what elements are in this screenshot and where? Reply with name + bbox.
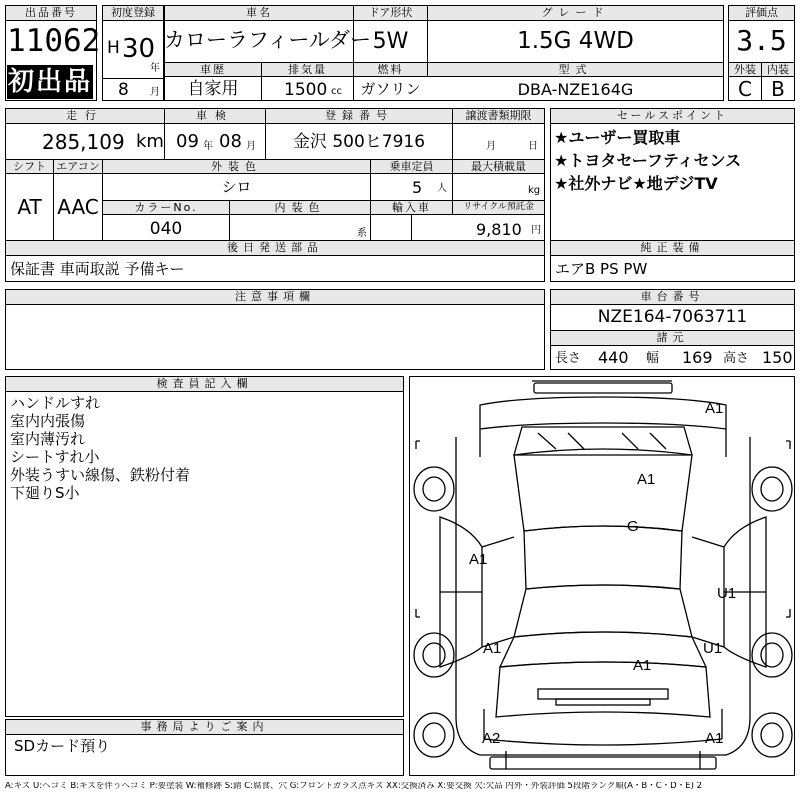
grade: 1.5G 4WD xyxy=(517,28,634,54)
damage-left-front-door: A1 xyxy=(469,551,488,568)
displacement-value: 1500 xyxy=(284,80,328,100)
length-label: 長さ xyxy=(555,351,582,366)
inspection-year-unit: 年 xyxy=(203,141,213,152)
specs-label: 諸元 xyxy=(550,330,795,346)
interior-color-label: 内装色 xyxy=(229,200,371,215)
length-value: 440 xyxy=(598,348,629,367)
genuine-equipment-value: エアB PS PW xyxy=(555,260,648,278)
score-label: 評価点 xyxy=(728,5,795,21)
inspector-notes-label: 検査員記入欄 xyxy=(5,376,404,392)
notes-label: 注意事項欄 xyxy=(5,289,545,305)
plate-value: 金沢 500ヒ7916 xyxy=(292,132,426,152)
sales-point: ★ユーザー買取車 xyxy=(554,128,681,147)
interior-color-unit: 系 xyxy=(357,228,367,239)
registration-year: 30 xyxy=(122,34,156,64)
damage-hood: A1 xyxy=(633,657,652,674)
inspector-note: シートすれ小 xyxy=(10,448,100,466)
mileage-unit: km xyxy=(136,131,164,152)
max-load-unit: kg xyxy=(528,185,541,196)
score-value: 3.5 xyxy=(736,24,787,57)
capacity-unit: 人 xyxy=(437,183,447,194)
damage-left-front-fender: A1 xyxy=(483,640,502,657)
office-notes-label: 事務局よりご案内 xyxy=(5,719,404,735)
model-label: 型式 xyxy=(427,62,724,77)
damage-glass: G xyxy=(627,518,639,535)
later-parts-label: 後日発送部品 xyxy=(5,240,545,256)
aircon-value: AAC xyxy=(57,195,99,219)
lot-number-label: 出品番号 xyxy=(5,5,97,21)
exterior-score-label: 外装 xyxy=(728,62,762,77)
exterior-color: シロ xyxy=(221,178,252,196)
damage-front-bumper-right: A1 xyxy=(705,730,724,747)
interior-score: B xyxy=(771,77,785,101)
exterior-color-label: 外装色 xyxy=(102,159,371,174)
transfer-month-unit: 月 xyxy=(486,141,496,152)
car-diagram xyxy=(410,377,795,776)
height-value: 150 xyxy=(762,348,793,367)
inspector-note: 下廻りS小 xyxy=(10,484,80,502)
recycle-unit: 円 xyxy=(531,225,541,236)
registration-year-unit: 年 xyxy=(150,63,160,74)
damage-roof: A1 xyxy=(637,471,656,488)
genuine-equipment-label: 純正装備 xyxy=(550,240,795,256)
sales-point: ★社外ナビ★地デジTV xyxy=(554,174,718,193)
first-listing-badge: 初出品 xyxy=(7,67,92,97)
history-value: 自家用 xyxy=(187,79,239,99)
inspector-note: 外装うすい線傷、鉄粉付着 xyxy=(10,466,191,484)
fuel-label: 燃料 xyxy=(353,62,428,77)
interior-score-label: 内装 xyxy=(761,62,795,77)
history-label: 車歴 xyxy=(164,62,262,77)
transfer-deadline-label: 譲渡書類期限 xyxy=(452,108,545,124)
inspector-note: ハンドルすれ xyxy=(10,394,101,412)
first-registration-label: 初度登録 xyxy=(102,5,164,21)
capacity-value: 5 xyxy=(412,178,423,197)
car-name: カローラフィールダー xyxy=(164,28,372,52)
grade-label: グレード xyxy=(427,5,724,21)
inspection-month-unit: 月 xyxy=(246,141,256,152)
door-label: ドア形状 xyxy=(353,5,428,21)
inspection-month: 08 xyxy=(219,131,242,152)
capacity-label: 乗車定員 xyxy=(370,159,453,174)
chassis-label: 車台番号 xyxy=(550,289,795,305)
fuel-value: ガソリン xyxy=(360,80,421,98)
width-value: 169 xyxy=(682,348,713,367)
transfer-day-unit: 日 xyxy=(528,141,538,152)
sales-point: ★トヨタセーフティセンス xyxy=(554,151,742,170)
shift-label: シフト xyxy=(5,159,54,174)
damage-right-front-fender: U1 xyxy=(703,640,723,657)
aircon-label: エアコン xyxy=(53,159,103,174)
damage-rear-bumper: A1 xyxy=(705,400,724,417)
recycle-label: リサイクル預託金 xyxy=(452,200,545,215)
max-load-label: 最大積載量 xyxy=(452,159,545,174)
damage-right-rear-door: U1 xyxy=(717,585,737,602)
sales-points-label: セールスポイント xyxy=(550,108,795,124)
car-name-label: 車名 xyxy=(164,5,354,21)
mileage-label: 走行 xyxy=(5,108,165,124)
color-number-label: カラーNo. xyxy=(102,200,230,215)
model-value: DBA-NZE164G xyxy=(517,80,634,99)
door-type: 5W xyxy=(372,29,409,54)
car-diagram-box xyxy=(409,376,795,776)
displacement-unit: cc xyxy=(331,86,342,97)
inspection-year: 09 xyxy=(176,131,199,152)
registration-month-unit: 月 xyxy=(150,87,160,98)
color-number: 040 xyxy=(149,219,183,239)
registration-month: 8 xyxy=(118,80,129,100)
damage-front-bumper-left: A2 xyxy=(482,730,501,747)
chassis-number: NZE164-7063711 xyxy=(597,307,748,327)
shift-value: AT xyxy=(17,195,42,219)
width-label: 幅 xyxy=(646,351,660,366)
office-notes-value: SDカード預り xyxy=(14,737,111,755)
exterior-score: C xyxy=(738,77,752,101)
later-parts-value: 保証書 車両取説 予備キー xyxy=(10,260,185,278)
inspector-note: 室内薄汚れ xyxy=(10,430,86,448)
height-label: 高さ xyxy=(723,351,750,366)
plate-label: 登録番号 xyxy=(265,108,453,124)
displacement-label: 排気量 xyxy=(261,62,354,77)
inspector-note: 室内内張傷 xyxy=(10,412,86,430)
import-label: 輸入車 xyxy=(370,200,453,215)
recycle-value: 9,810 xyxy=(476,220,522,239)
lot-number: 11062 xyxy=(7,23,101,59)
registration-era: H xyxy=(107,38,120,58)
mileage-value: 285,109 xyxy=(42,130,125,154)
legend-text: A:キズ U:ヘコミ B:キズを伴うヘコミ P:要塗装 W:補修跡 S:錆 C:腐食、穴 G:フロントガラス点キズ XX:交換済み X:要交換 欠:欠品 内外・外装評価 5段階ランク順(A・B・C・D・E) 2 xyxy=(5,782,703,791)
inspection-label: 車検 xyxy=(164,108,266,124)
